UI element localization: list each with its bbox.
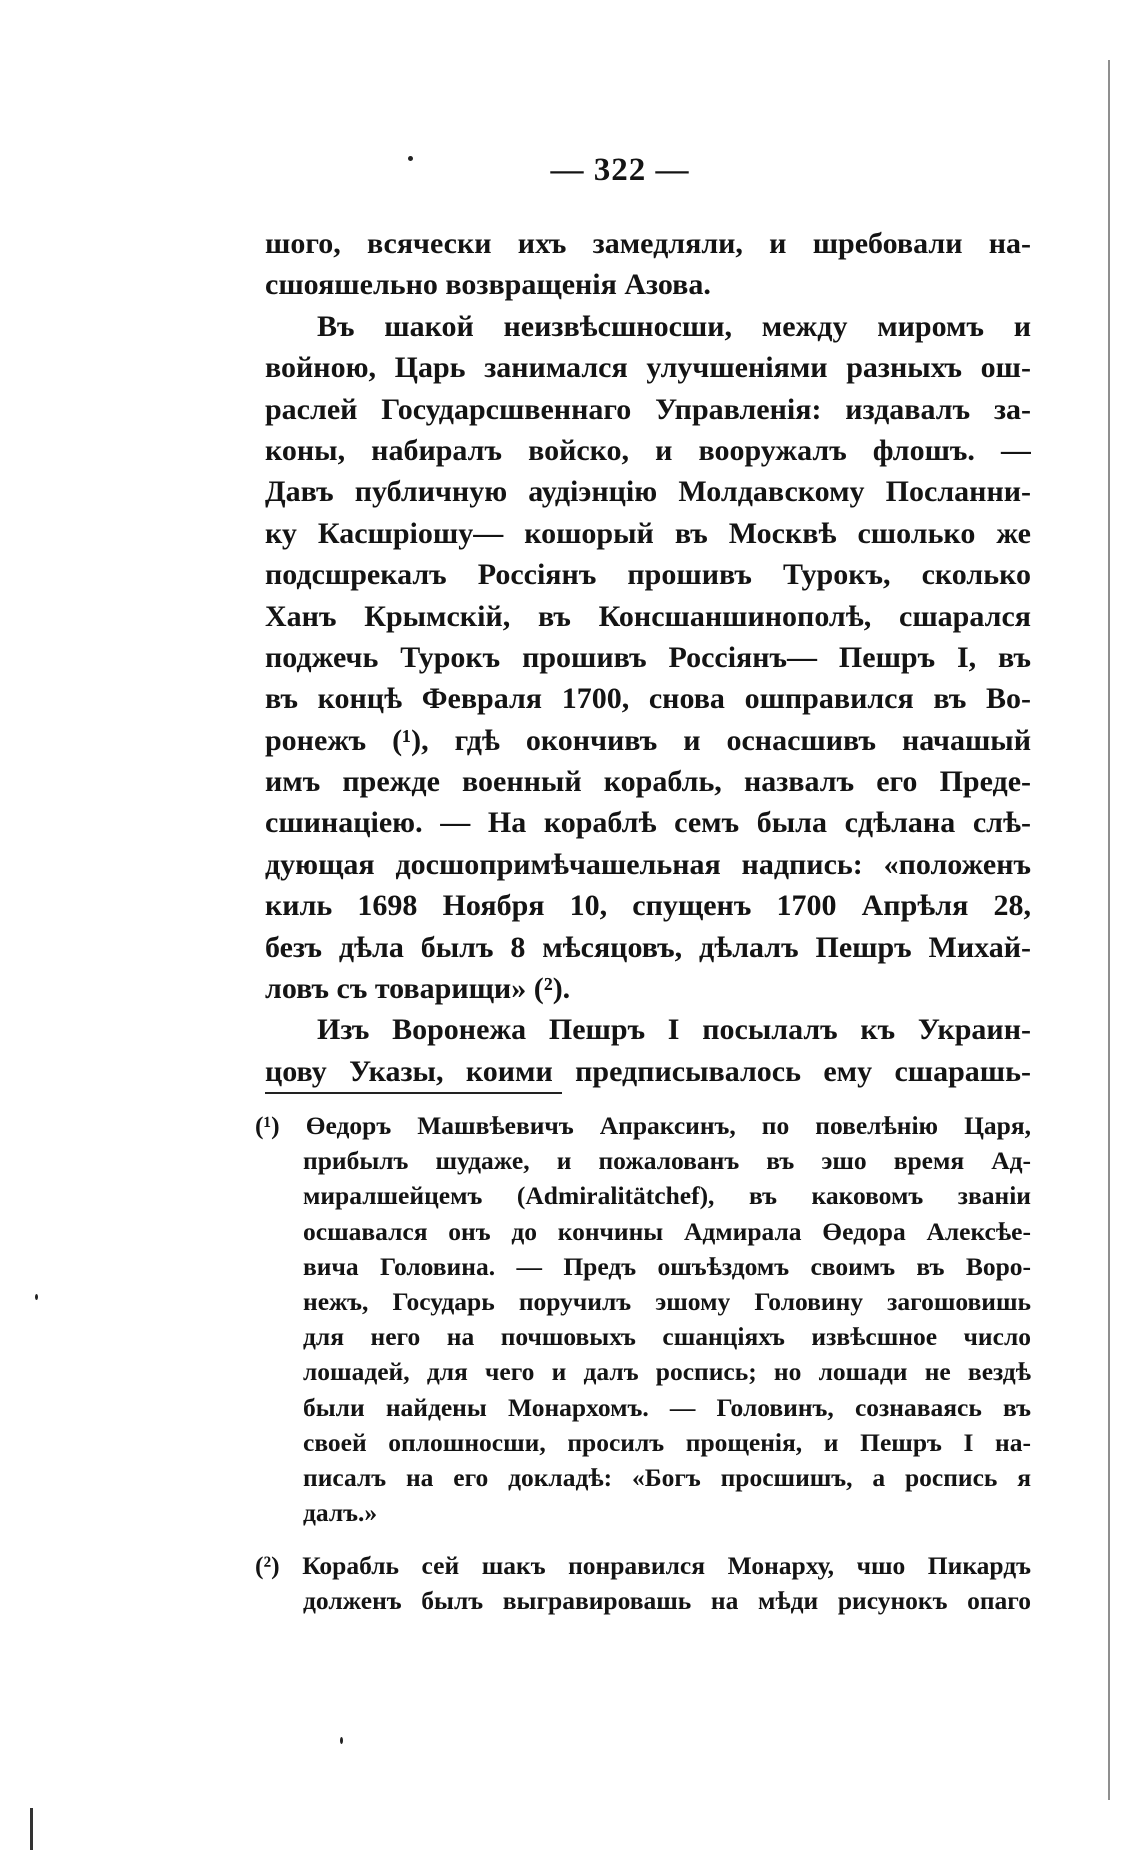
body-line: имъ прежде военный корабль, назвалъ его Преде- bbox=[265, 765, 1031, 799]
footnote-marker: (²) bbox=[255, 1551, 280, 1581]
body-line: въ концѣ Февраля 1700, снова ошправился въ Во- bbox=[265, 682, 1031, 716]
body-text bbox=[265, 223, 1031, 1092]
footnotes bbox=[255, 1108, 1031, 1619]
footnote-line: для него на почшовыхъ сшанціяхъ извѣсшное число bbox=[303, 1322, 1031, 1352]
body-line: Изъ Воронежа Пешръ I посылалъ къ Украин- bbox=[317, 1013, 1031, 1047]
body-line: поджечь Турокъ прошивъ Россіянъ— Пешръ I, въ bbox=[265, 640, 1031, 674]
scan-edge-mark bbox=[30, 1808, 33, 1850]
footnote-marker: (¹) bbox=[255, 1111, 280, 1140]
scan-speck bbox=[35, 1294, 38, 1300]
footnote-2 bbox=[255, 1548, 1031, 1618]
body-line: Въ шакой неизвѣсшносши, между миромъ и bbox=[317, 309, 1031, 343]
body-line: цову Указы, коими предписывалось ему сшарашь- bbox=[265, 1054, 1031, 1088]
footnote-line bbox=[255, 1548, 1031, 1583]
footnote-line: нежъ, Государь поручилъ эшому Головину загошовишь bbox=[303, 1286, 1031, 1316]
footnote-separator bbox=[265, 1092, 562, 1094]
scan-speck bbox=[340, 1737, 343, 1744]
footnote-line: прибылъ шудаже, и пожалованъ въ эшо время Ад- bbox=[303, 1146, 1031, 1176]
body-line: безъ дѣла былъ 8 мѣсяцовъ, дѣлалъ Пешръ Михай- bbox=[265, 930, 1031, 964]
page-number: — 322 — bbox=[550, 152, 690, 188]
footnote-text: Корабль сей шакъ понравился Монарху, чшо Пикардъ bbox=[302, 1551, 1031, 1581]
scan-speck bbox=[408, 156, 413, 161]
footnote-line: далъ.» bbox=[303, 1498, 378, 1528]
body-line: сшинаціею. — На кораблѣ семъ была сдѣлана слѣ- bbox=[265, 806, 1031, 840]
body-line: раслей Государсшвеннаго Управленія: издавалъ за- bbox=[265, 392, 1031, 426]
body-line: ронежъ (¹), гдѣ окончивъ и оснасшивъ начашый bbox=[265, 723, 1031, 757]
scan-edge-line bbox=[1108, 60, 1110, 1800]
footnote-1 bbox=[255, 1108, 1031, 1530]
footnote-line: осшавался онъ до кончины Адмирала Өедора Алексѣе- bbox=[303, 1216, 1031, 1246]
footnote-line: своей оплошносши, просилъ прощенія, и Пешръ I на- bbox=[303, 1427, 1031, 1457]
body-line: подсшрекалъ Россіянъ прошивъ Турокъ, сколько bbox=[265, 558, 1031, 592]
body-line: ку Касшріошу— кошорый въ Москвѣ сшолько же bbox=[265, 516, 1031, 550]
footnote-line: вича Головина. — Предъ ошъѣздомъ своимъ въ Воро- bbox=[303, 1251, 1031, 1281]
footnote-line: миралшейцемъ (Admiralitätchef), въ каковомъ званіи bbox=[303, 1181, 1031, 1211]
body-line: сшояшельно возвращенія Азова. bbox=[265, 268, 711, 302]
footnote-line: лошадей, для чего и далъ роспись; но лошади не вездѣ bbox=[303, 1357, 1031, 1387]
footnote-line bbox=[255, 1108, 1031, 1143]
body-line: Ханъ Крымскій, въ Консшаншинополѣ, сшарался bbox=[265, 599, 1031, 633]
footnote-text: Өедоръ Машвѣевичъ Апраксинъ, по повелѣнію Царя, bbox=[305, 1111, 1031, 1140]
footnote-line: долженъ былъ выгравировашь на мѣди рисунокъ опаго bbox=[303, 1586, 1031, 1616]
body-line: шого, всячески ихъ замедляли, и шребовали на- bbox=[265, 227, 1031, 260]
body-line: войною, Царь занимался улучшеніями разныхъ ош- bbox=[265, 351, 1031, 385]
body-line: киль 1698 Ноября 10, спущенъ 1700 Апрѣля 28, bbox=[265, 889, 1031, 923]
footnote-line: писалъ на его докладѣ: «Богъ просшишъ, а роспись я bbox=[303, 1462, 1031, 1492]
body-line: ловъ съ товарищи» (²). bbox=[265, 972, 571, 1006]
body-line: дующая досшопримѣчашельная надпись: «положенъ bbox=[265, 847, 1031, 881]
footnote-line: были найдены Монархомъ. — Головинъ, сознаваясь въ bbox=[303, 1392, 1031, 1422]
body-line: коны, набиралъ войско, и вооружалъ флошъ. — bbox=[265, 433, 1031, 467]
body-line: Давъ публичную аудіэнцію Молдавскому Посланни- bbox=[265, 475, 1031, 509]
